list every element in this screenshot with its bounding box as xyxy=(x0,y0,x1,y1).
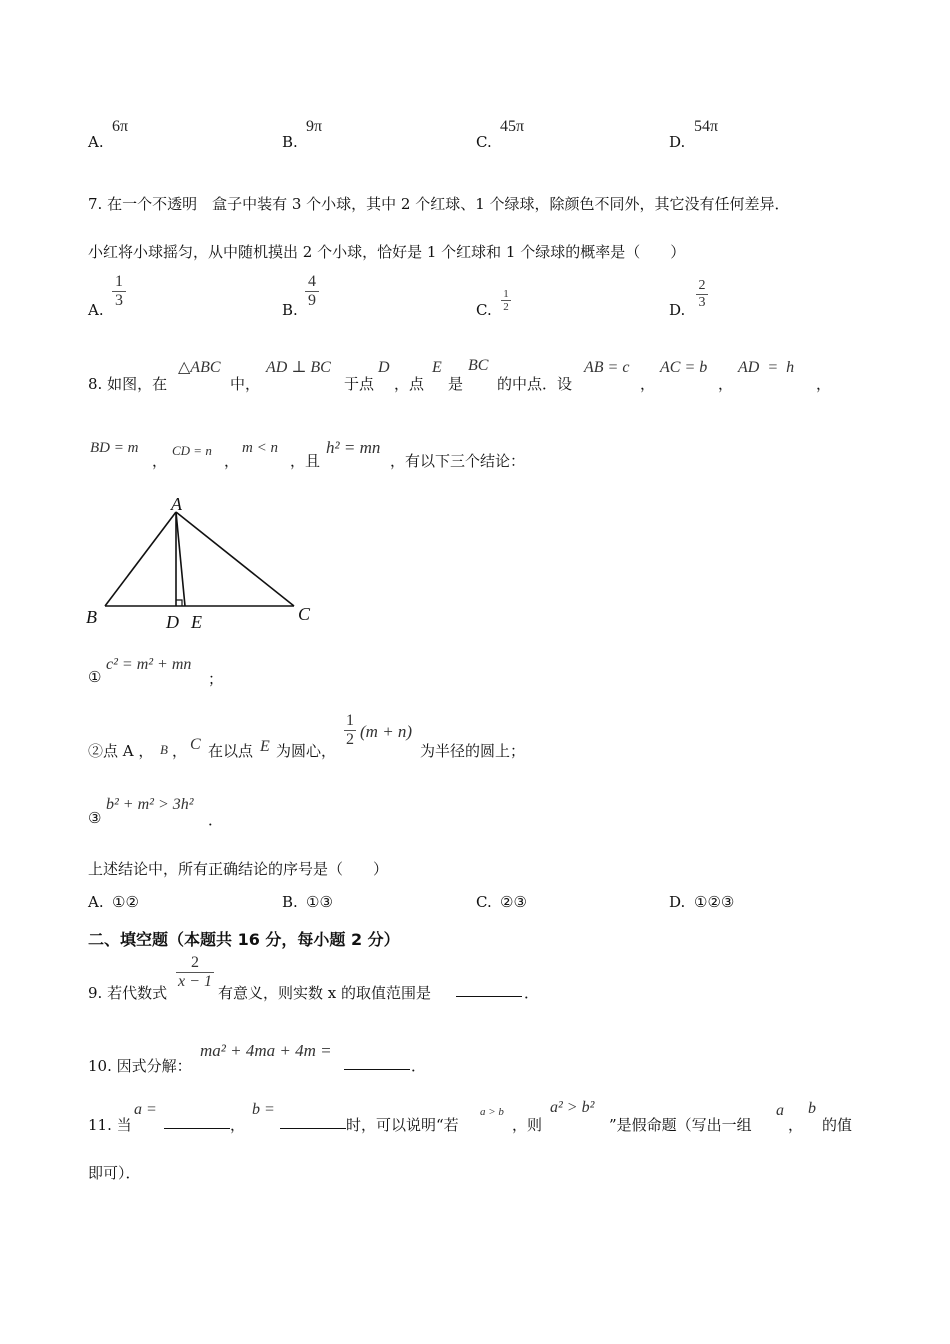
conclusion-2-prefix: ②点 A ， xyxy=(88,742,154,760)
q8-comma-dian: ，点 xyxy=(394,375,425,393)
q8-zhong: 中， xyxy=(230,375,261,393)
q8-option-a-value: ①② xyxy=(112,893,139,911)
q6-option-a-value: 6π xyxy=(112,118,129,135)
q8-prefix: 8. 如图，在 xyxy=(88,375,168,393)
q11-de-zhi: 的值 xyxy=(822,1116,853,1134)
conclusion-1-expr: c² = m² + mn xyxy=(106,656,192,673)
q11-comma1: ， xyxy=(230,1116,246,1134)
q8-midpoint-text: 的中点．设 xyxy=(497,375,573,393)
q11-tail: ”是假命题（写出一组 xyxy=(609,1116,752,1134)
q8-ad-equals-h: AD = h xyxy=(738,359,795,376)
q11-conclusion: a² > b² xyxy=(550,1099,595,1116)
q10-expr: ma² + 4ma + 4m = xyxy=(200,1041,332,1060)
label-b: B xyxy=(86,607,97,627)
q10-blank[interactable] xyxy=(344,1055,410,1074)
conclusion-2-b: B xyxy=(160,742,168,757)
q11-a: a xyxy=(776,1102,784,1119)
q8-bd-equals-m: BD = m xyxy=(90,440,139,456)
fraction-denominator: 2 xyxy=(503,301,509,313)
fraction-denominator: x − 1 xyxy=(178,973,212,990)
q8-ac-equals-b: AC = b xyxy=(660,359,708,376)
q11-blank-b[interactable] xyxy=(280,1114,346,1133)
conclusion-2-center: 为圆心， xyxy=(276,742,337,760)
right-angle-mark xyxy=(176,600,182,606)
q8-qie: ，且 xyxy=(290,452,321,470)
q7-option-c-fraction xyxy=(501,288,511,313)
fraction-denominator: 3 xyxy=(115,292,123,309)
q8-perpendicular: AD ⊥ BC xyxy=(266,359,331,376)
q6-option-d-letter: D. xyxy=(669,133,686,151)
q6-option-c-value: 45π xyxy=(500,118,525,135)
q8-m-less-n: m < n xyxy=(242,440,278,456)
q8-point-e: E xyxy=(432,359,442,376)
fraction-numerator: 2 xyxy=(191,954,199,971)
q7-option-a-fraction xyxy=(112,273,126,310)
conclusion-3-mark: ③ xyxy=(88,809,102,827)
q11-then: ，则 xyxy=(512,1116,543,1134)
q9-blank[interactable] xyxy=(456,982,522,1001)
conclusion-3-expr: b² + m² > 3h² xyxy=(106,796,194,813)
q11-blank-a[interactable] xyxy=(164,1114,230,1133)
conclusion-2-mid: 在以点 xyxy=(208,742,254,760)
q7-line1: 7. 在一个不透明 盒子中装有 3 个小球，其中 2 个红球、1 个绿球，除颜色不同外，其它没有任何差异． xyxy=(88,195,790,213)
q8-comma: ， xyxy=(224,452,240,470)
fraction-numerator: 1 xyxy=(503,288,509,300)
conclusion-2-end: 为半径的圆上； xyxy=(420,742,526,760)
q7-option-c-letter: C. xyxy=(476,301,492,319)
q8-option-d-value: ①②③ xyxy=(694,893,735,911)
conclusion-2-paren: (m + n) xyxy=(360,722,413,741)
q11-condition: a > b xyxy=(480,1106,504,1118)
fraction-numerator: 2 xyxy=(698,278,706,293)
q11-b: b xyxy=(808,1100,816,1117)
q11-comma2: ， xyxy=(788,1116,804,1134)
q8-h-squared-equals-mn: h² = mn xyxy=(326,438,381,457)
q7-option-d-letter: D. xyxy=(669,301,686,319)
q8-cd-equals-n: CD = n xyxy=(172,443,212,458)
fraction-numerator: 4 xyxy=(308,273,316,290)
q8-option-a-letter: A. xyxy=(88,893,104,911)
q8-option-b-value: ①③ xyxy=(306,893,333,911)
q11-mid: 时，可以说明“若 xyxy=(346,1116,459,1134)
label-d: D xyxy=(166,612,179,632)
q8-yudian: 于点 xyxy=(344,375,375,393)
q8-comma: ， xyxy=(718,375,734,393)
q6-option-b-letter: B. xyxy=(282,133,298,151)
conclusion-2-comma: ， xyxy=(172,742,188,760)
q11-a-equals: a = xyxy=(134,1101,157,1118)
segment-ac xyxy=(176,512,294,606)
label-a: A xyxy=(171,494,182,514)
q9-end: ． xyxy=(524,984,540,1002)
q7-option-d-fraction xyxy=(696,278,708,311)
label-e: E xyxy=(191,612,202,632)
q8-option-c-value: ②③ xyxy=(500,893,527,911)
fraction-numerator: 1 xyxy=(115,273,123,290)
label-c: C xyxy=(298,604,311,624)
q8-option-b-letter: B. xyxy=(282,893,298,911)
q8-option-c-letter: C. xyxy=(476,893,492,911)
q6-option-c-letter: C. xyxy=(476,133,492,151)
fraction-numerator: 1 xyxy=(346,712,354,729)
q8-question: 上述结论中，所有正确结论的序号是（ ） xyxy=(88,860,389,878)
q9-prefix: 9. 若代数式 xyxy=(88,984,168,1002)
q7-line2: 小红将小球摇匀，从中随机摸出 2 个小球，恰好是 1 个红球和 1 个绿球的概率是（ ） xyxy=(88,243,686,261)
q6-option-b-value: 9π xyxy=(306,118,323,135)
q7-option-b-fraction xyxy=(305,273,319,310)
q11-prefix: 11. 当 xyxy=(88,1116,132,1134)
conclusion-1-end: ； xyxy=(208,670,224,688)
q9-suffix: 有意义，则实数 x 的取值范围是 xyxy=(218,984,431,1002)
q10-prefix: 10. 因式分解： xyxy=(88,1057,192,1075)
q8-comma: ， xyxy=(816,375,832,393)
section-2-title: 二、填空题（本题共 16 分，每小题 2 分） xyxy=(88,930,400,949)
conclusion-1-mark: ① xyxy=(88,668,102,686)
q6-option-a-letter: A. xyxy=(88,133,104,151)
q8-triangle-figure xyxy=(80,492,320,637)
q8-triangle-abc: △ABC xyxy=(178,359,221,376)
q8-segment-bc: BC xyxy=(468,357,489,374)
conclusion-2-e: E xyxy=(260,738,270,755)
q7-option-a-letter: A. xyxy=(88,301,104,319)
q11-b-equals: b = xyxy=(252,1101,275,1118)
q7-option-b-letter: B. xyxy=(282,301,298,319)
q9-fraction xyxy=(176,954,214,991)
q8-point-d: D xyxy=(378,359,390,376)
q10-end: ． xyxy=(411,1057,427,1075)
fraction-denominator: 9 xyxy=(308,292,316,309)
fraction-denominator: 3 xyxy=(698,295,706,310)
fraction-denominator: 2 xyxy=(346,731,354,748)
segment-ae xyxy=(176,512,185,606)
q8-ab-equals-c: AB = c xyxy=(584,359,630,376)
q8-shi: 是 xyxy=(448,375,464,393)
conclusion-3-end: ． xyxy=(208,811,224,829)
q8-comma: ， xyxy=(640,375,656,393)
conclusion-2-half xyxy=(344,712,356,749)
conclusion-2-c: C xyxy=(190,736,201,753)
segment-ab xyxy=(105,512,176,606)
q8-comma: ， xyxy=(152,452,168,470)
q8-conclusions-intro: ，有以下三个结论： xyxy=(390,452,526,470)
q11-line2: 即可）． xyxy=(88,1164,141,1182)
q6-option-d-value: 54π xyxy=(694,118,719,135)
q8-option-d-letter: D. xyxy=(669,893,686,911)
